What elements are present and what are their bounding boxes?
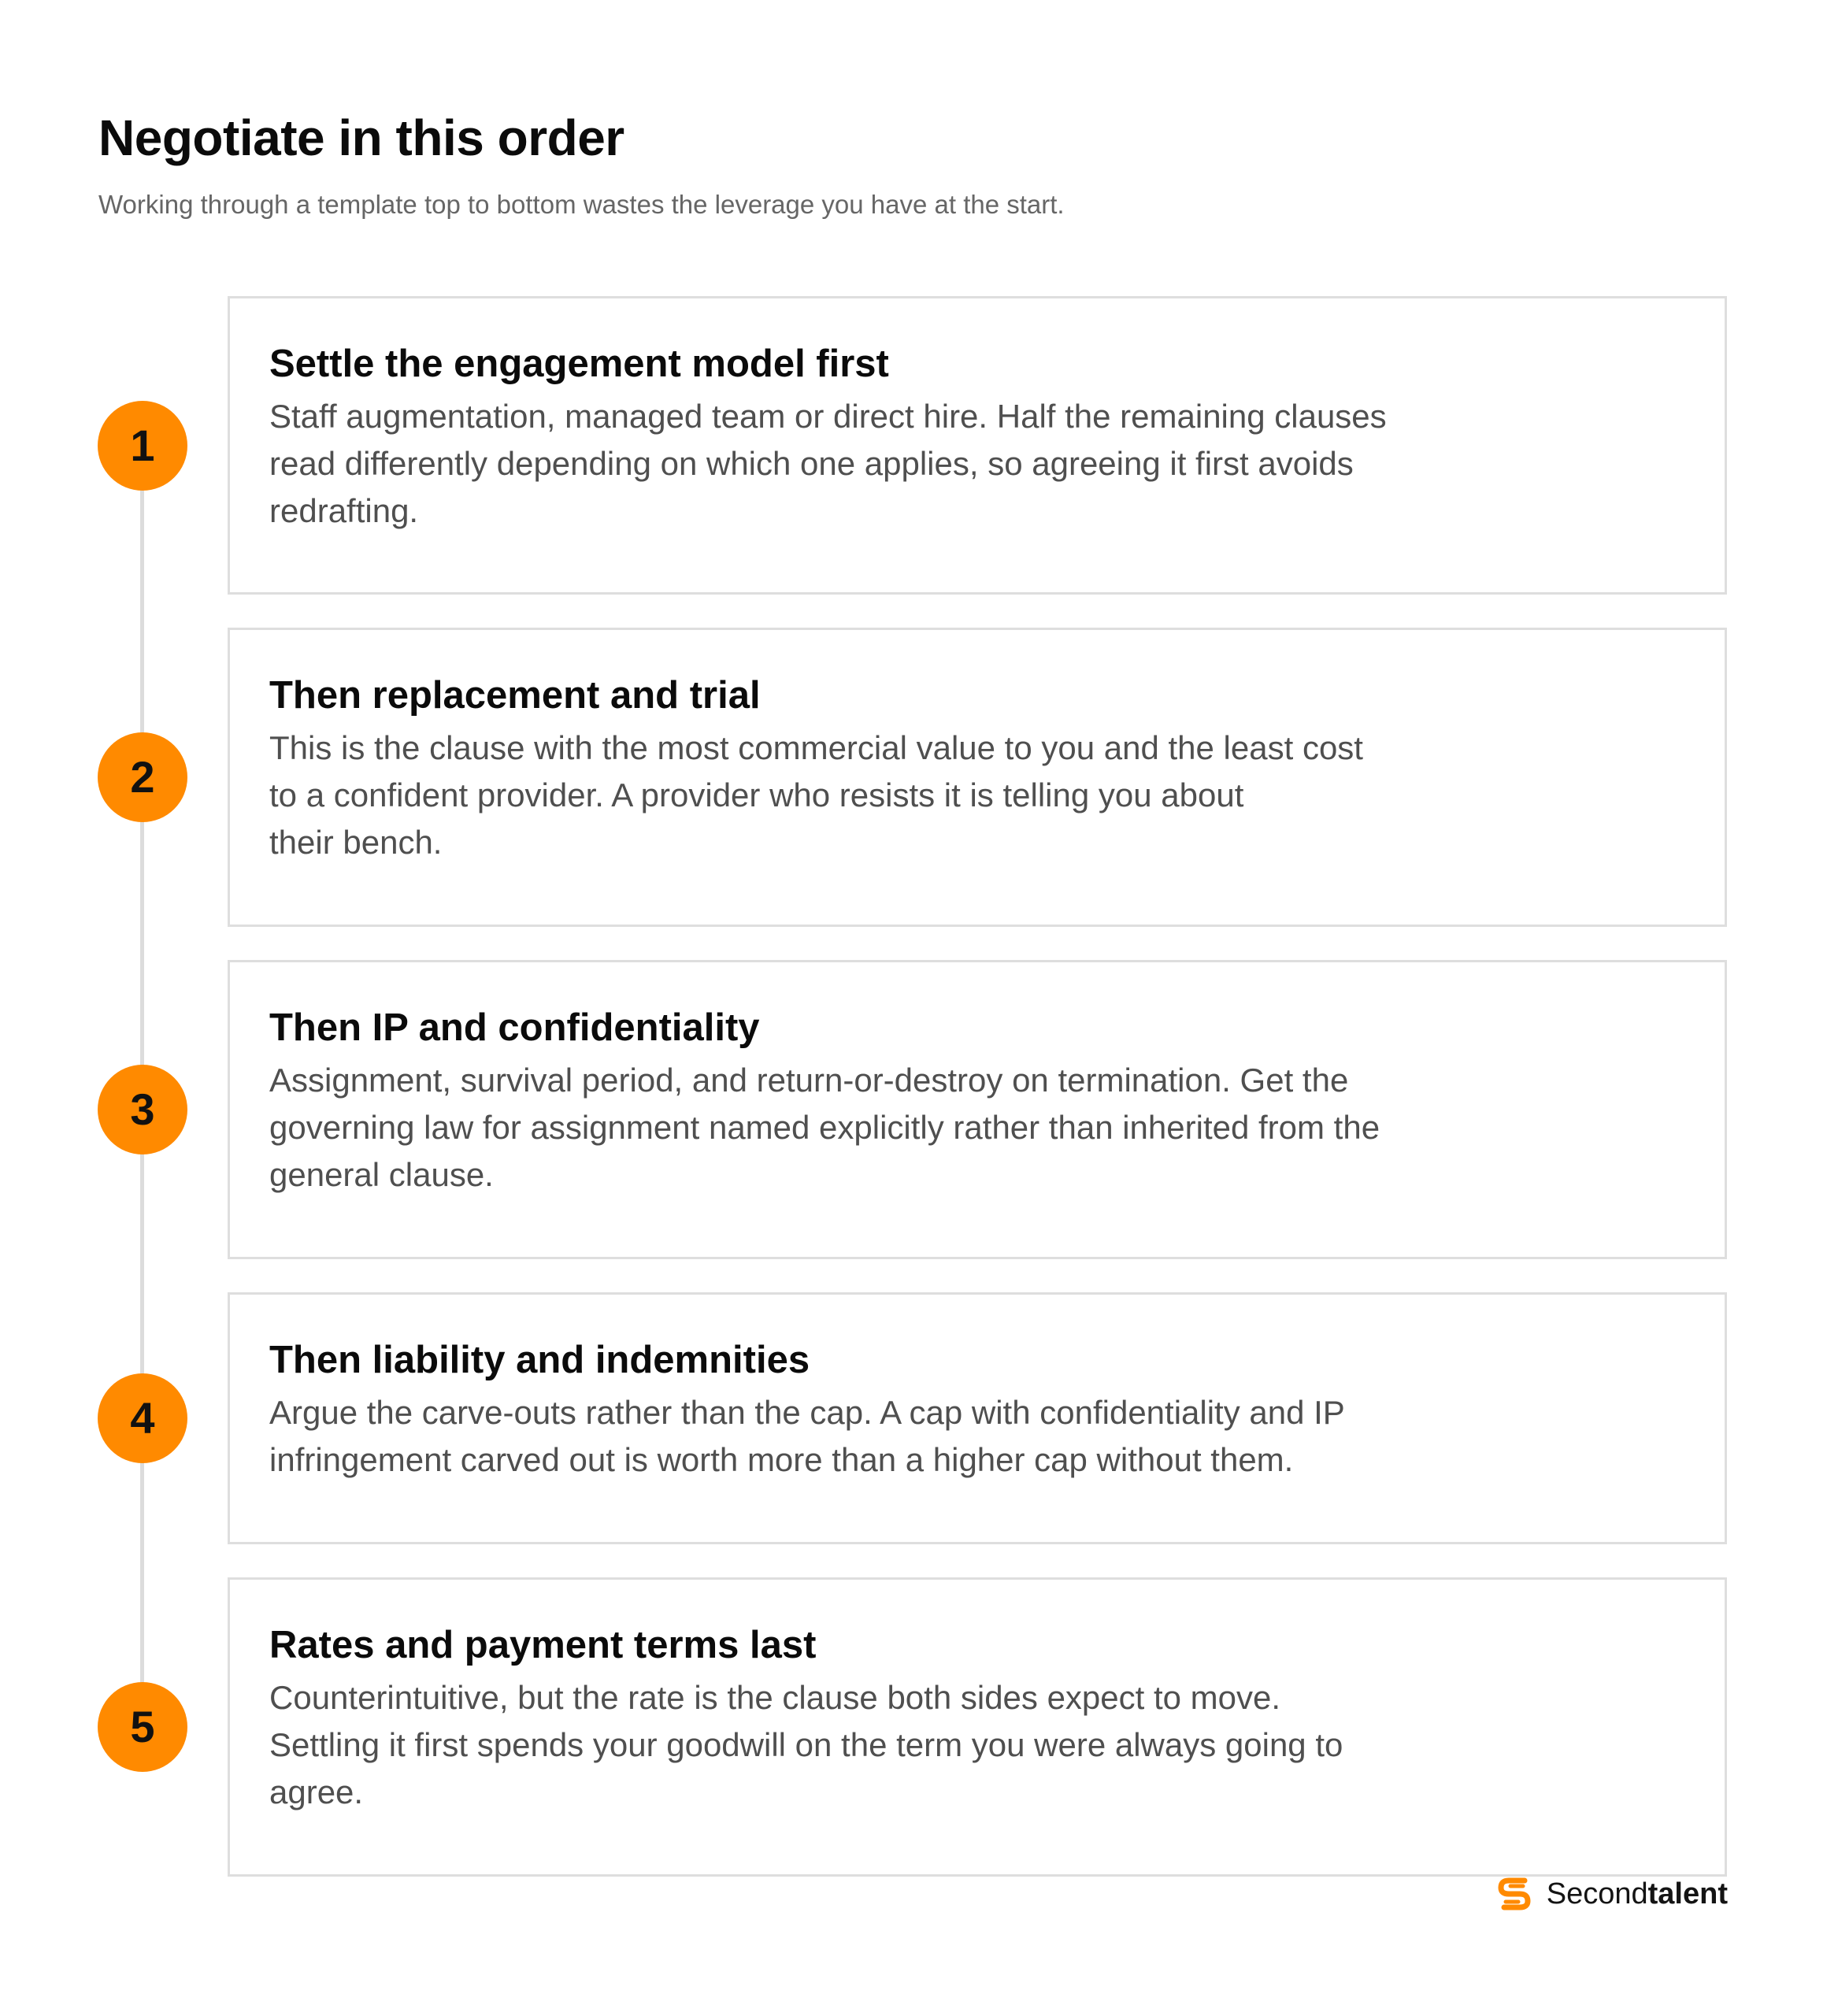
step-title: Then liability and indemnities — [269, 1339, 810, 1381]
step-number-badge-3: 3 — [98, 1065, 187, 1154]
step-description-line: general clause. — [269, 1156, 494, 1193]
step-description-line: read differently depending on which one applies, so agreeing it first avoids — [269, 445, 1354, 482]
step-number-badge-1: 1 — [98, 401, 187, 491]
brand-logo-lockup — [1493, 1873, 1728, 1915]
brand-name — [1547, 1879, 1728, 1909]
step-card-3 — [228, 960, 1727, 1259]
step-description-line: Counterintuitive, but the rate is the clause both sides expect to move. — [269, 1679, 1281, 1716]
step-number-badge-2: 2 — [98, 732, 187, 822]
step-number-badge-5: 5 — [98, 1682, 187, 1772]
step-description — [269, 1057, 1529, 1199]
step-description — [269, 1674, 1529, 1816]
step-card-2 — [228, 628, 1727, 927]
secondtalent-s-logo-icon — [1493, 1873, 1536, 1915]
page-title: Negotiate in this order — [98, 109, 624, 166]
page-subtitle: Working through a template top to bottom wastes the leverage you have at the start. — [98, 190, 1065, 219]
step-description-line: Argue the carve-outs rather than the cap. A cap with confidentiality and IP — [269, 1394, 1345, 1431]
brand-name-regular: Second — [1546, 1877, 1648, 1910]
step-description-line: governing law for assignment named explicitly rather than inherited from the — [269, 1109, 1380, 1146]
step-description-line: Assignment, survival period, and return-or-destroy on termination. Get the — [269, 1062, 1349, 1099]
step-description-line: their bench. — [269, 824, 443, 861]
step-description-line: to a confident provider. A provider who resists it is telling you about — [269, 776, 1244, 813]
step-description-line: Staff augmentation, managed team or direct hire. Half the remaining clauses — [269, 398, 1387, 435]
step-description-line: agree. — [269, 1773, 364, 1810]
step-title: Settle the engagement model first — [269, 343, 889, 385]
step-title: Then IP and confidentiality — [269, 1006, 760, 1049]
step-description-line: redrafting. — [269, 492, 419, 529]
step-description-line: Settling it first spends your goodwill on the term you were always going to — [269, 1726, 1343, 1763]
step-title: Then replacement and trial — [269, 674, 761, 717]
step-description — [269, 1389, 1529, 1484]
brand-name-bold: talent — [1647, 1877, 1728, 1910]
step-card-1 — [228, 296, 1727, 595]
step-card-4 — [228, 1292, 1727, 1544]
step-description — [269, 393, 1529, 535]
step-description — [269, 724, 1529, 866]
step-description-line: This is the clause with the most commercial value to you and the least cost — [269, 729, 1363, 766]
step-number-badge-4: 4 — [98, 1373, 187, 1463]
step-description-line: infringement carved out is worth more than a higher cap without them. — [269, 1441, 1294, 1478]
step-title: Rates and payment terms last — [269, 1624, 817, 1666]
step-card-5 — [228, 1577, 1727, 1877]
